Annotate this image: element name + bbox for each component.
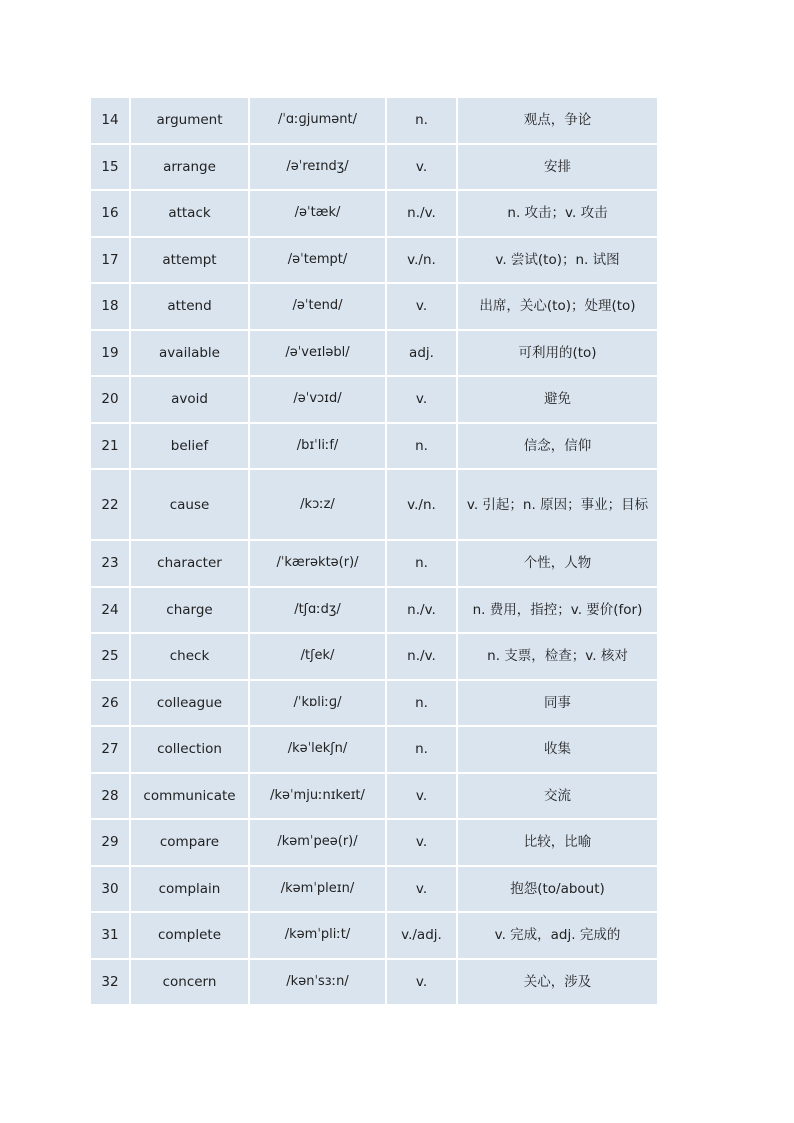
meaning: n. 攻击；v. 攻击 [457,190,658,237]
word: cause [130,469,249,540]
table-row [90,540,658,587]
table-row [90,633,658,680]
part-of-speech: v. [386,866,457,913]
meaning: v. 完成，adj. 完成的 [457,912,658,959]
meaning: 观点，争论 [457,97,658,144]
table-row [90,237,658,284]
meaning: 出席，关心(to)；处理(to) [457,283,658,330]
word: arrange [130,144,249,191]
phonetic: /kɔːz/ [249,469,386,540]
word: avoid [130,376,249,423]
table-row [90,866,658,913]
meaning: 避免 [457,376,658,423]
meaning: v. 尝试(to)；n. 试图 [457,237,658,284]
word: compare [130,819,249,866]
phonetic: /tʃɑːdʒ/ [249,587,386,634]
word: argument [130,97,249,144]
meaning: n. 费用，指控；v. 要价(for) [457,587,658,634]
row-number: 14 [90,97,130,144]
phonetic: /kəˈlekʃn/ [249,726,386,773]
word: character [130,540,249,587]
row-number: 22 [90,469,130,540]
row-number: 27 [90,726,130,773]
phonetic: /kəmˈpeə(r)/ [249,819,386,866]
table-row [90,912,658,959]
word: charge [130,587,249,634]
table-row [90,959,658,1006]
table-row [90,190,658,237]
phonetic: /əˈtempt/ [249,237,386,284]
meaning: 安排 [457,144,658,191]
part-of-speech: v. [386,376,457,423]
phonetic: /bɪˈliːf/ [249,423,386,470]
meaning: n. 支票，检查；v. 核对 [457,633,658,680]
word: attempt [130,237,249,284]
row-number: 29 [90,819,130,866]
word: colleague [130,680,249,727]
meaning: v. 引起；n. 原因；事业；目标 [457,469,658,540]
phonetic: /əˈveɪləbl/ [249,330,386,377]
phonetic: /ˈɑːɡjumənt/ [249,97,386,144]
table-row [90,97,658,144]
part-of-speech: n. [386,540,457,587]
word: attend [130,283,249,330]
table-row [90,819,658,866]
row-number: 23 [90,540,130,587]
row-number: 31 [90,912,130,959]
part-of-speech: v./n. [386,469,457,540]
meaning: 可利用的(to) [457,330,658,377]
vocabulary-table-body [90,97,658,1005]
meaning: 抱怨(to/about) [457,866,658,913]
phonetic: /kəmˈpleɪn/ [249,866,386,913]
phonetic: /kəmˈpliːt/ [249,912,386,959]
part-of-speech: n./v. [386,190,457,237]
word: available [130,330,249,377]
part-of-speech: n. [386,726,457,773]
row-number: 15 [90,144,130,191]
part-of-speech: v. [386,959,457,1006]
phonetic: /əˈreɪndʒ/ [249,144,386,191]
row-number: 26 [90,680,130,727]
row-number: 21 [90,423,130,470]
part-of-speech: v. [386,819,457,866]
word: attack [130,190,249,237]
part-of-speech: v./adj. [386,912,457,959]
phonetic: /ˈkɒliːɡ/ [249,680,386,727]
part-of-speech: adj. [386,330,457,377]
phonetic: /kəˈmjuːnɪkeɪt/ [249,773,386,820]
meaning: 收集 [457,726,658,773]
meaning: 同事 [457,680,658,727]
meaning: 交流 [457,773,658,820]
word: collection [130,726,249,773]
table-row [90,330,658,377]
row-number: 28 [90,773,130,820]
table-row [90,283,658,330]
word: concern [130,959,249,1006]
row-number: 25 [90,633,130,680]
word: complete [130,912,249,959]
row-number: 32 [90,959,130,1006]
table-row [90,587,658,634]
meaning: 信念，信仰 [457,423,658,470]
vocabulary-table [89,96,659,1006]
row-number: 16 [90,190,130,237]
phonetic: /əˈvɔɪd/ [249,376,386,423]
table-row [90,423,658,470]
row-number: 17 [90,237,130,284]
phonetic: /tʃek/ [249,633,386,680]
word: check [130,633,249,680]
part-of-speech: n. [386,680,457,727]
meaning: 个性，人物 [457,540,658,587]
part-of-speech: n./v. [386,633,457,680]
meaning: 比较，比喻 [457,819,658,866]
phonetic: /ˈkærəktə(r)/ [249,540,386,587]
part-of-speech: n./v. [386,587,457,634]
row-number: 19 [90,330,130,377]
table-row [90,773,658,820]
phonetic: /kənˈsɜːn/ [249,959,386,1006]
meaning: 关心，涉及 [457,959,658,1006]
part-of-speech: n. [386,97,457,144]
part-of-speech: v. [386,283,457,330]
row-number: 20 [90,376,130,423]
phonetic: /əˈtend/ [249,283,386,330]
part-of-speech: v. [386,144,457,191]
word: belief [130,423,249,470]
table-row [90,680,658,727]
table-row [90,469,658,540]
table-row [90,376,658,423]
table-row [90,726,658,773]
phonetic: /əˈtæk/ [249,190,386,237]
part-of-speech: v./n. [386,237,457,284]
word: complain [130,866,249,913]
part-of-speech: n. [386,423,457,470]
row-number: 18 [90,283,130,330]
part-of-speech: v. [386,773,457,820]
row-number: 30 [90,866,130,913]
table-row [90,144,658,191]
row-number: 24 [90,587,130,634]
word: communicate [130,773,249,820]
